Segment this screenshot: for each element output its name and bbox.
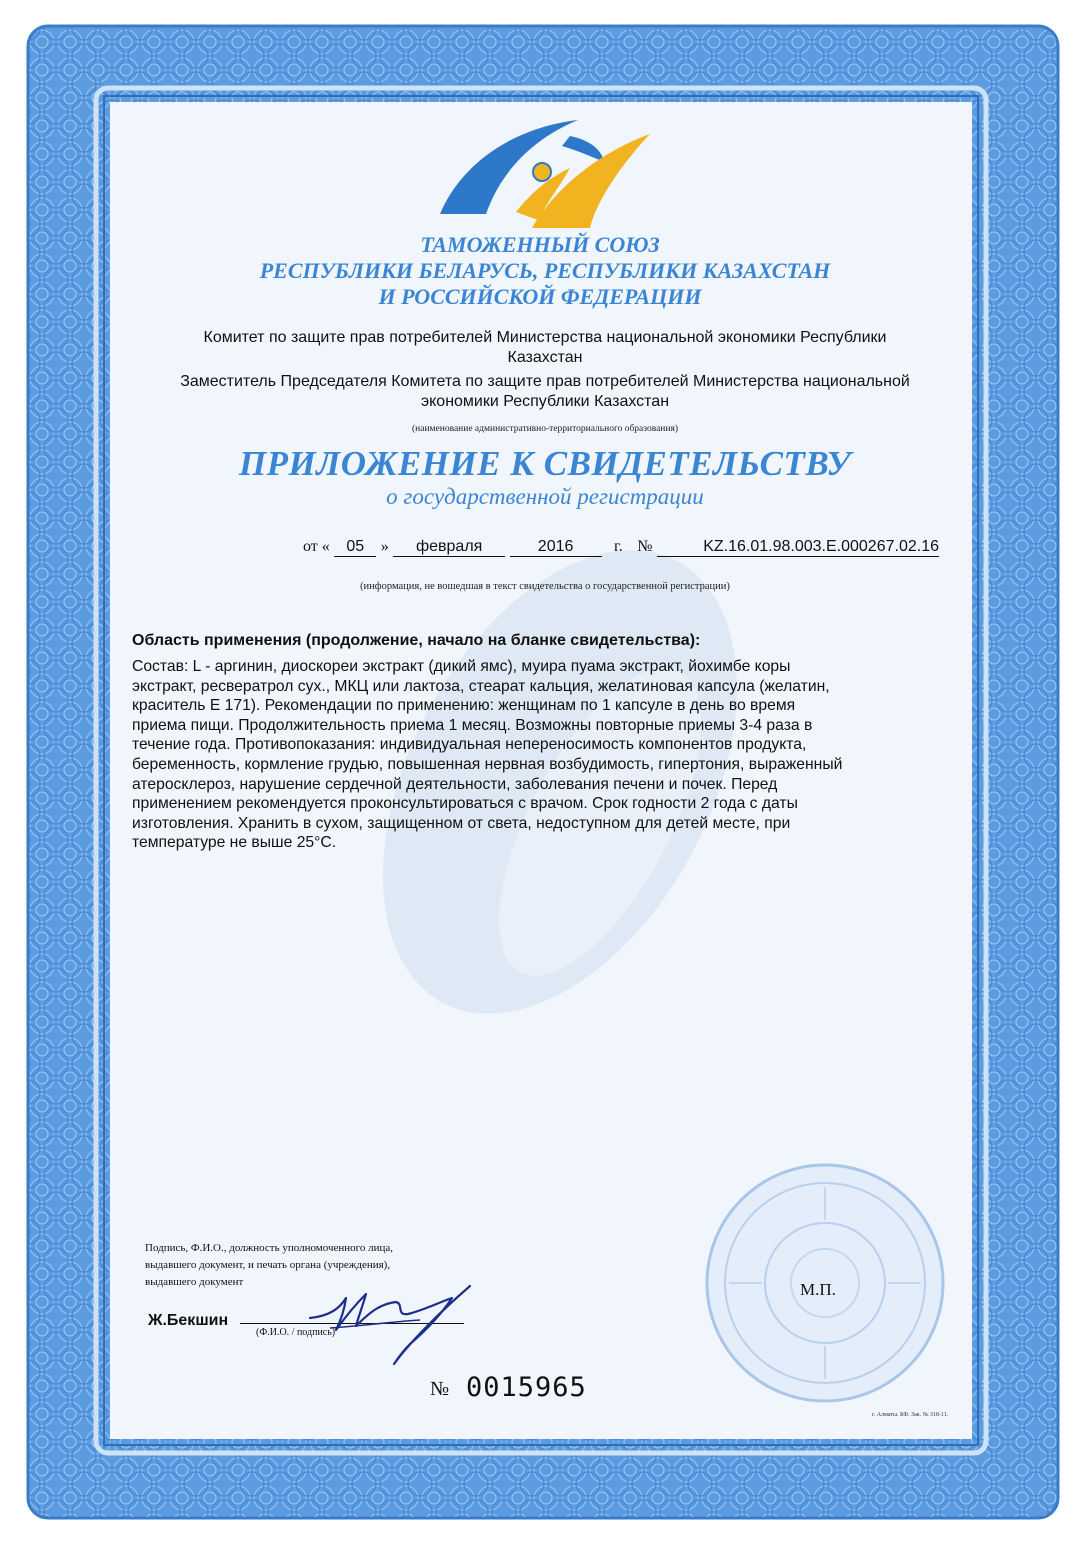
content-line: экстракт, ресвератрол сух., МКЦ или лактоза, стеарат кальция, желатиновая капсула (желатин, bbox=[132, 677, 830, 695]
date-year: 2016 bbox=[510, 538, 602, 557]
customs-union-logo bbox=[420, 116, 660, 236]
date-number-line bbox=[303, 538, 983, 560]
printer-note: г. Алматы. БФ. Зак. № 318-11. bbox=[872, 1412, 949, 1418]
serial-number: 0015965 bbox=[466, 1372, 587, 1403]
content-line: течение года. Противопоказания: индивидуальная непереносимость компонентов продукта, bbox=[132, 736, 807, 754]
content-heading: Область применения (продолжение, начало на бланке свидетельства): bbox=[132, 632, 701, 649]
date-from: от « bbox=[303, 538, 330, 555]
signer-name: Ж.Бекшин bbox=[148, 1312, 229, 1329]
content-body bbox=[132, 657, 982, 853]
date-year-suffix: г. bbox=[614, 538, 623, 555]
appendix-title: ПРИЛОЖЕНИЕ К СВИДЕТЕЛЬСТВУ bbox=[238, 444, 852, 483]
date-month: февраля bbox=[393, 538, 505, 557]
deputy-line-2: экономики Республики Казахстан bbox=[420, 393, 670, 410]
signature-note-1: Подпись, Ф.И.О., должность уполномоченного лица, bbox=[145, 1242, 394, 1254]
number-sign: № bbox=[637, 538, 653, 555]
stamp-place-label: М.П. bbox=[800, 1280, 836, 1299]
committee-line-1: Комитет по защите прав потребителей Министерства национальной экономики Республики bbox=[203, 329, 887, 346]
content-line: изготовления. Хранить в сухом, защищенном от света, недоступном для детей месте, при bbox=[132, 814, 791, 832]
content-line: беременность, кормление грудью, повышенная нервная возбудимость, гипертония, выраженный bbox=[132, 755, 843, 773]
union-line-3: И РОССИЙСКОЙ ФЕДЕРАЦИИ bbox=[378, 284, 702, 309]
appendix-subtitle: о государственной регистрации bbox=[386, 484, 704, 509]
content-line: Состав: L - аргинин, диоскореи экстракт (дикий ямс), муира пуама экстракт, йохимбе коры bbox=[132, 658, 791, 675]
union-line-2: РЕСПУБЛИКИ БЕЛАРУСЬ, РЕСПУБЛИКИ КАЗАХСТАН bbox=[259, 258, 831, 283]
serial-sign: № bbox=[430, 1378, 450, 1400]
signer-name-caption: (Ф.И.О. / подпись) bbox=[256, 1327, 336, 1338]
admin-caption: (наименование административно-территориального образования) bbox=[411, 424, 678, 434]
union-line-1: ТАМОЖЕННЫЙ СОЮЗ bbox=[420, 232, 660, 257]
date-day: 05 bbox=[334, 538, 376, 557]
content-line: применением рекомендуется проконсультироваться с врачом. Срок годности 2 года с даты bbox=[132, 795, 798, 813]
committee-line-2: Казахстан bbox=[507, 349, 583, 366]
handwritten-signature bbox=[300, 1272, 490, 1372]
content-line: атеросклероз, нарушение сердечной деятельности, заболевания печени и почек. Перед bbox=[132, 775, 778, 793]
signature-note-2: выдавшего документ, и печать органа (учреждения), bbox=[145, 1259, 391, 1271]
info-caption: (информация, не вошедшая в текст свидетельства о государственной регистрации) bbox=[360, 581, 730, 592]
signature-note-3: выдавшего документ bbox=[145, 1276, 244, 1288]
date-close-quote: » bbox=[380, 538, 389, 555]
content-line: краситель Е 171). Рекомендации по применению: женщинам по 1 капсуле в день во время bbox=[132, 697, 796, 715]
certificate-number: KZ.16.01.98.003.E.000267.02.16 bbox=[657, 538, 939, 557]
deputy-line-1: Заместитель Председателя Комитета по защите прав потребителей Министерства национальной bbox=[180, 373, 910, 390]
content-line: температуре не выше 25°С. bbox=[132, 834, 337, 852]
content-line: приема пищи. Продолжительность приема 1 месяц. Возможны повторные приемы 3-4 раза в bbox=[132, 716, 813, 734]
